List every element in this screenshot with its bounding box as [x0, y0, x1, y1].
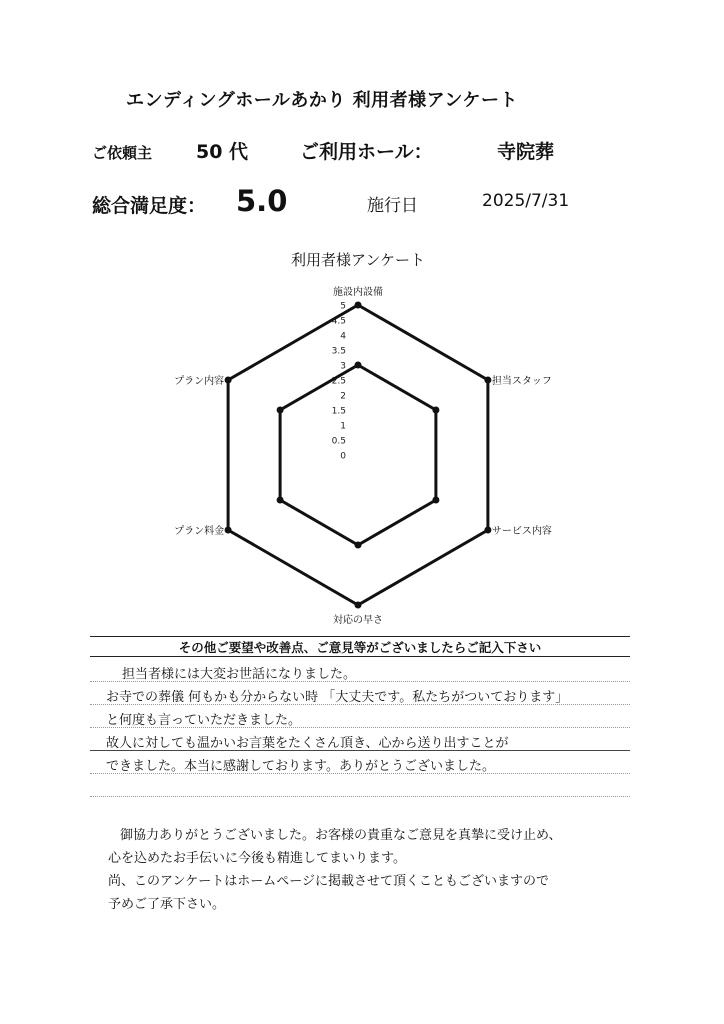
axis-label: プラン料金	[174, 526, 225, 537]
tick-label: 0	[340, 451, 346, 462]
satisfaction-label: 総合満足度：	[92, 195, 207, 217]
client-label: ご依頼主	[92, 144, 153, 162]
reference-series-point	[277, 407, 284, 414]
date-label: 施行日	[367, 196, 418, 216]
value-series-point	[355, 602, 362, 609]
reference-series	[280, 365, 436, 545]
tick-label: 3.5	[331, 346, 346, 357]
remark-divider	[90, 750, 630, 751]
remark-line: お寺での葬儀 何もかも分からない時 「大丈夫です。私たちがついております」	[106, 690, 569, 705]
remarks-heading: その他ご要望や改善点、ご意見等がございましたらご記入下さい	[178, 640, 542, 655]
axis-label: 施設内設備	[333, 287, 383, 298]
tick-label: 4	[340, 331, 346, 342]
axis-label: 担当スタッフ	[491, 376, 552, 387]
page-title: エンディングホールあかり 利用者様アンケート	[126, 90, 519, 111]
tick-label: 2.5	[331, 376, 346, 387]
reference-series-point	[355, 362, 362, 369]
reference-series-point	[432, 497, 439, 504]
satisfaction-value: 5.0	[236, 184, 288, 218]
tick-label: 4.5	[331, 316, 346, 327]
remark-line: 故人に対しても温かいお言葉をたくさん頂き、心から送り出すことが	[106, 736, 509, 751]
remark-line: できました。本当に感謝しております。ありがとうございました。	[106, 759, 495, 774]
tick-label: 0.5	[331, 436, 346, 447]
remark-divider	[90, 727, 630, 728]
reference-series-point	[355, 542, 362, 549]
tick-label: 1	[340, 421, 346, 432]
remark-divider	[90, 796, 630, 797]
closing-line: 心を込めたお手伝いに今後も精進してまいります。	[108, 851, 406, 866]
value-series-point	[484, 377, 491, 384]
value-series-point	[225, 377, 232, 384]
hall-value: 寺院葬	[497, 141, 555, 163]
client-value: 50 代	[196, 141, 249, 163]
value-series-point	[355, 302, 362, 309]
chart-title: 利用者様アンケート	[290, 251, 426, 269]
reference-series-point	[277, 497, 284, 504]
remarks-top-rule	[90, 636, 630, 637]
remark-line: 担当者様には大変お世話になりました。	[122, 667, 357, 682]
remarks-heading-rule	[90, 656, 630, 657]
tick-label: 5	[340, 301, 346, 312]
reference-series-point	[432, 407, 439, 414]
radar-chart	[150, 240, 570, 625]
remark-divider	[90, 681, 630, 682]
closing-line: 予めご了承下さい。	[108, 897, 226, 912]
remark-line: と何度も言っていただきました。	[106, 713, 302, 728]
value-series-point	[225, 527, 232, 534]
axis-label: プラン内容	[174, 376, 225, 387]
closing-line: 御協力ありがとうございました。お客様の貴重なご意見を真摯に受け止め、	[120, 828, 562, 843]
value-series-point	[484, 527, 491, 534]
tick-label: 1.5	[331, 406, 346, 417]
axis-label: 対応の早さ	[333, 615, 383, 625]
value-series	[228, 305, 488, 605]
remark-divider	[90, 773, 630, 774]
tick-label: 3	[340, 361, 346, 372]
tick-label: 2	[340, 391, 346, 402]
date-value: 2025/7/31	[482, 191, 570, 211]
hall-label: ご利用ホール：	[300, 141, 433, 163]
remark-divider	[90, 704, 630, 705]
closing-line: 尚、このアンケートはホームページに掲載させて頂くこともございますので	[108, 874, 549, 889]
axis-label: サービス内容	[491, 526, 552, 537]
